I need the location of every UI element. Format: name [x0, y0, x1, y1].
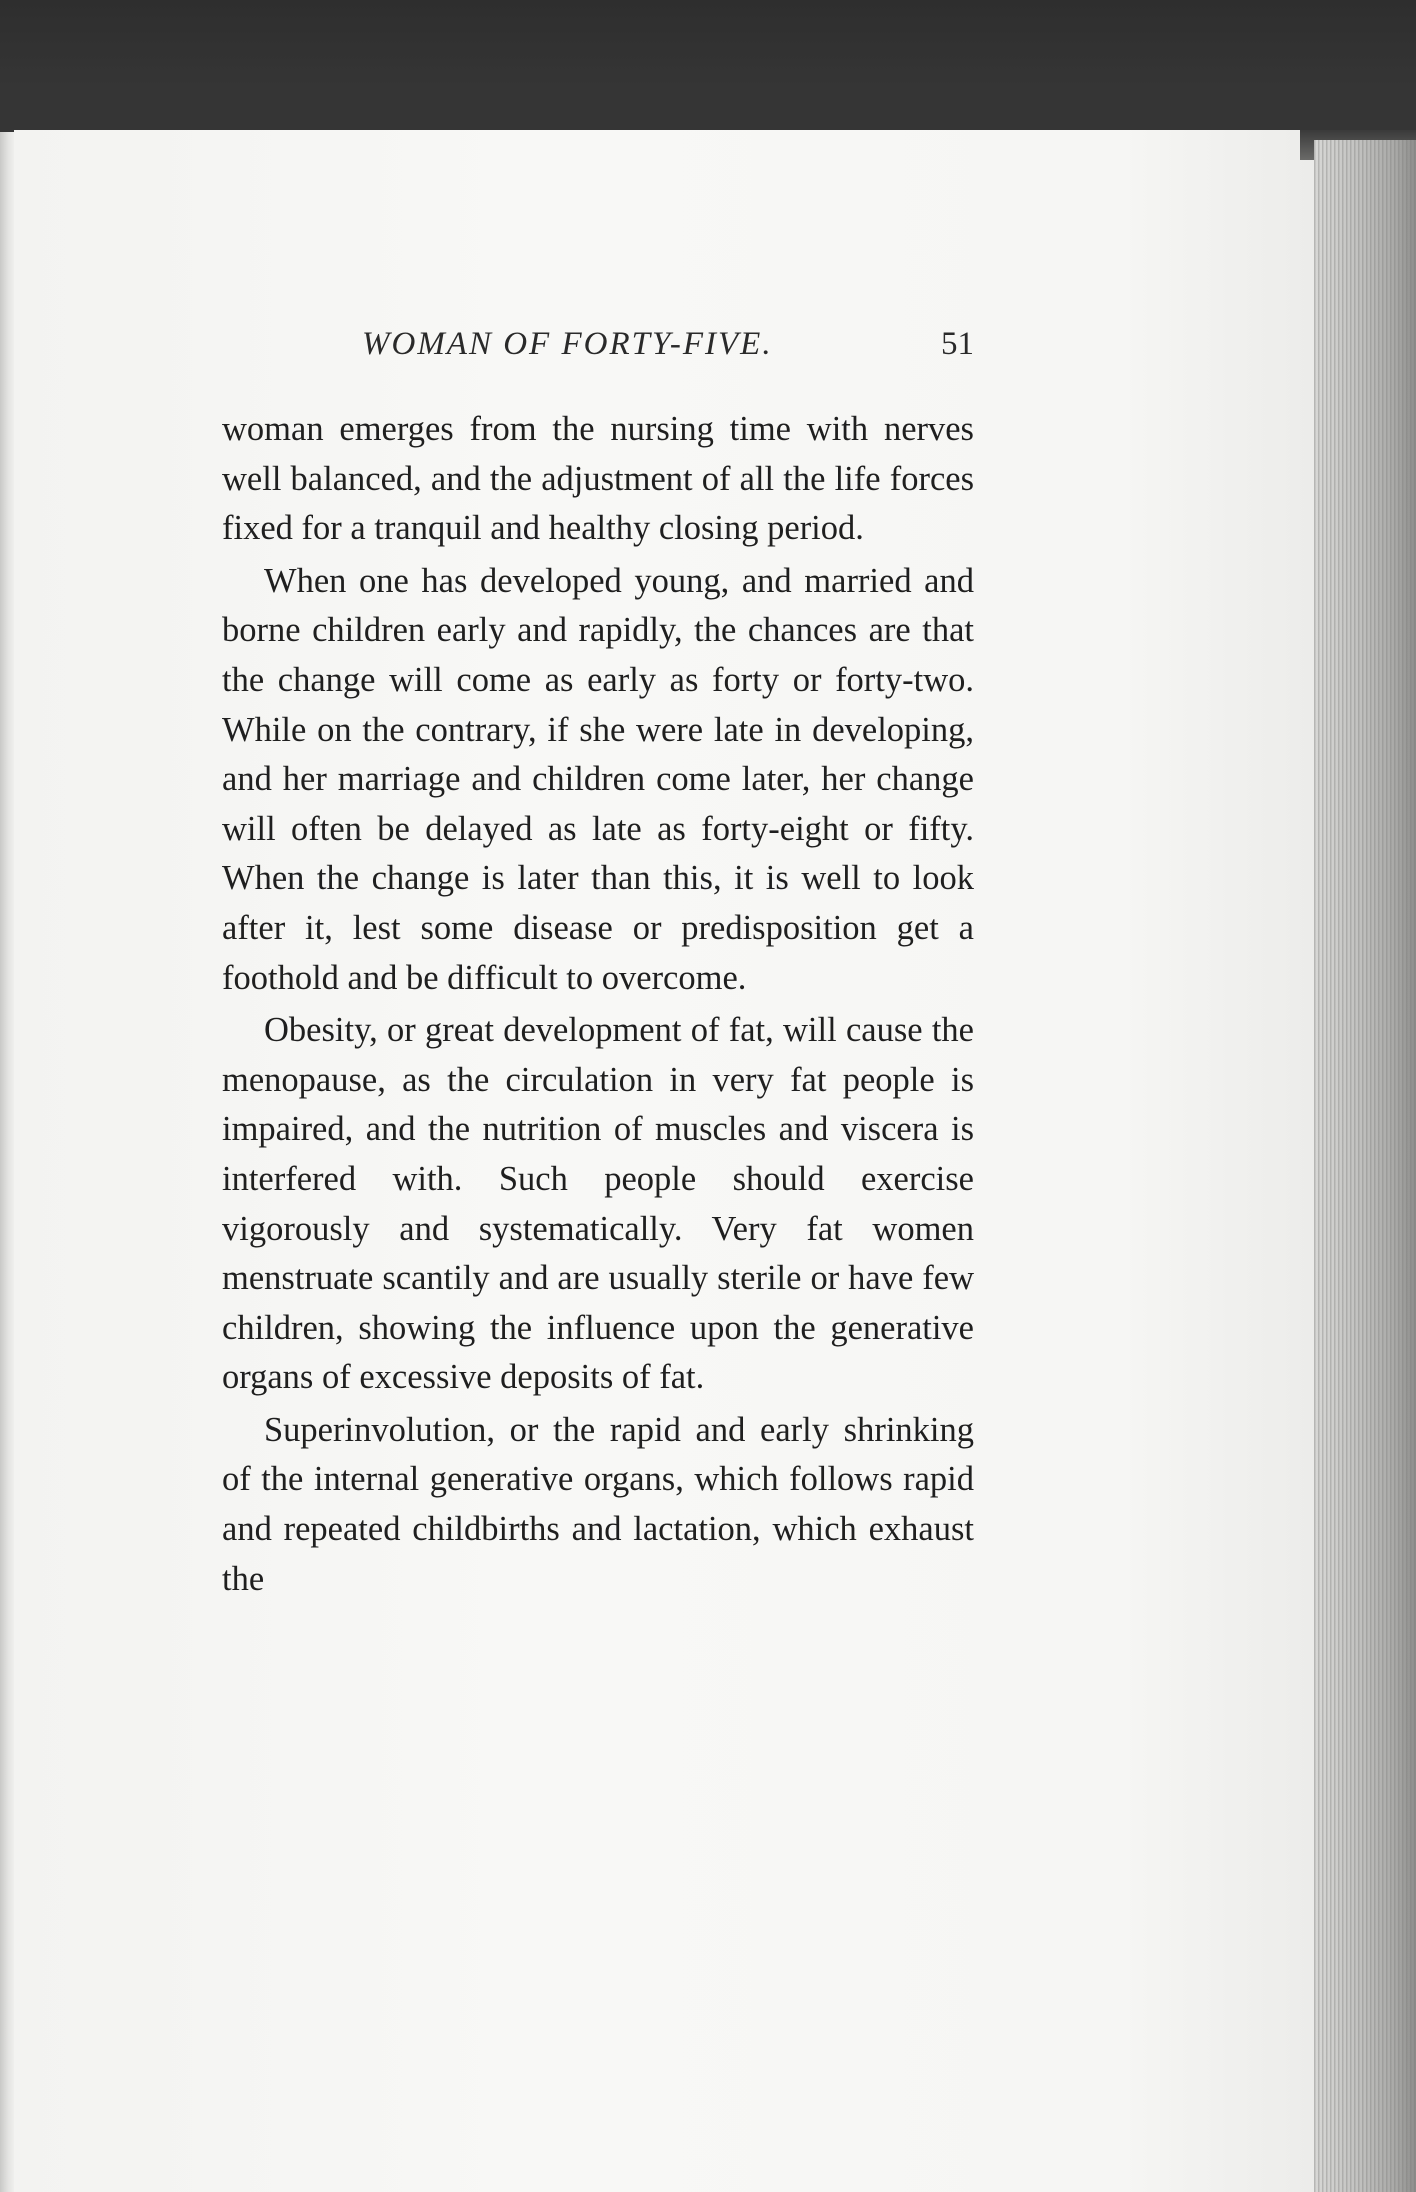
running-title: WOMAN OF FORTY-FIVE.: [362, 326, 773, 362]
paragraph: Obesity, or great development of fat, will cause the menopause, as the circulation in very fat people is impaired, and the nutrition of muscles and viscera is interfered with. Such people should exercise vigorously and systematically. Very fat women menstruate scantily and are usually sterile or have few children, showing the influence upon the generative organs of excessive deposits of fat.: [222, 1011, 974, 1397]
paragraph: Superinvolution, or the rapid and early shrinking of the internal generative organs, which follows rapid and repeated childbirths and lactation, which exhaust the: [222, 1410, 974, 1598]
paragraph-continuation: woman emerges from the nursing time with nerves well balanced, and the adjustment of all the life forces fixed for a tranquil and healthy closing period.: [222, 410, 974, 548]
left-page-edge: [0, 132, 14, 2192]
running-head: [222, 326, 974, 376]
page-fore-edge: [1314, 140, 1416, 2192]
paragraph: When one has developed young, and married and borne children early and rapidly, the chances are that the change will come as early as forty or forty-two. While on the contrary, if she were late in developing, and her marriage and children come later, her change will often be delayed as late as forty-eight or fifty. When the change is later than this, it is well to look after it, lest some disease or predisposition get a foothold and be difficult to overcome.: [222, 561, 974, 997]
body-text: [222, 405, 974, 1607]
page-number: 51: [941, 326, 974, 362]
